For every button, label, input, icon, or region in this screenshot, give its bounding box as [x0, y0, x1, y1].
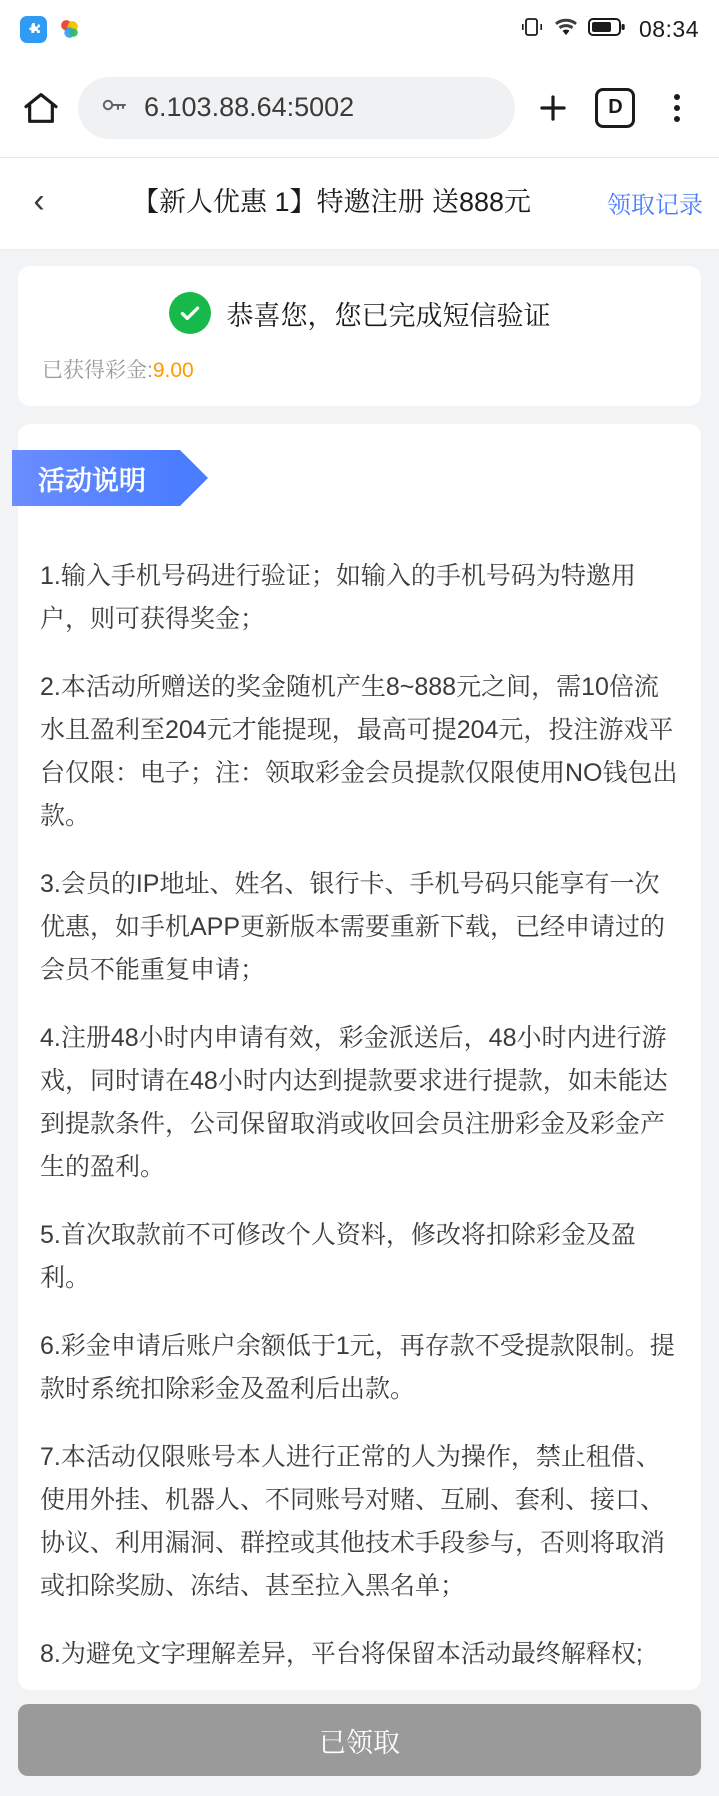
tab-count-label: D [595, 88, 635, 128]
check-circle-icon [169, 292, 211, 334]
claim-button[interactable]: 已领取 [18, 1704, 701, 1776]
home-icon[interactable] [18, 85, 64, 131]
list-item: 2.本活动所赠送的奖金随机产生8~888元之间，需10倍流水且盈利至204元才能提现，最高可提204元，投注游戏平台仅限：电子；注：领取彩金会员提款仅限使用NO钱包出款。 [40, 673, 678, 830]
tab-switcher-button[interactable] [591, 84, 639, 132]
vibrate-icon [520, 15, 544, 44]
award-label: 已获得彩金: [42, 359, 153, 382]
rules-section-title: 活动说明 [12, 450, 180, 506]
list-item: 4.注册48小时内申请有效，彩金派送后，48小时内进行游戏，同时请在48小时内达到提款要求进行提款，如未能达到提款条件，公司保留取消或收回会员注册彩金及彩金产生的盈利。 [40, 1024, 668, 1181]
wifi-icon [553, 16, 579, 43]
bottom-action-bar [0, 1690, 719, 1796]
menu-dots [674, 94, 680, 122]
rules-card [18, 424, 701, 1690]
status-bar-right-icons [520, 15, 699, 44]
status-bar-clock: 08:34 [638, 15, 699, 42]
chevron-left-icon[interactable]: ‹ [33, 181, 45, 220]
app-colorful-icon [56, 16, 83, 43]
page-content [0, 250, 719, 1690]
award-row [42, 354, 677, 384]
list-item: 3.会员的IP地址、姓名、银行卡、手机号码只能享有一次优惠，如手机APP更新版本需要重新下载，已经申请过的会员不能重复申请； [40, 870, 666, 984]
list-item: 5.首次取款前不可修改个人资料，修改将扣除彩金及盈利。 [40, 1221, 636, 1292]
app-puzzle-icon [20, 16, 47, 43]
list-item: 1.输入手机号码进行验证；如输入的手机号码为特邀用户，则可获得奖金； [40, 562, 636, 633]
award-amount: 9.00 [152, 359, 194, 382]
rules-list [18, 516, 701, 1676]
battery-icon [588, 16, 626, 43]
status-bar-left-icons [20, 16, 83, 43]
claim-record-link[interactable]: 领取记录 [607, 192, 703, 219]
success-message: 恭喜您，您已完成短信验证 [226, 300, 551, 331]
page-title: 【新人优惠 1】特邀注册 送888元 [131, 187, 532, 218]
url-text[interactable]: 6.103.88.64:5002 [144, 92, 355, 122]
browser-toolbar [0, 58, 719, 158]
list-item: 7.本活动仅限账号本人进行正常的人为操作，禁止租借、使用外挂、机器人、不同账号对赌、互刷、套利、接口、协议、利用漏洞、群控或其他技术手段参与，否则将取消或扣除奖励、冻结、甚至拉入黑名单； [40, 1443, 666, 1600]
list-item: 8.为避免文字理解差异，平台将保留本活动最终解释权; [40, 1640, 643, 1668]
rules-ribbon-wrap [18, 424, 701, 516]
list-item: 6.彩金申请后账户余额低于1元，再存款不受提款限制。提款时系统扣除彩金及盈利后出款。 [40, 1332, 675, 1403]
page-header [0, 158, 719, 250]
address-bar[interactable] [78, 77, 515, 139]
success-row [42, 292, 677, 334]
verification-status-card [18, 266, 701, 406]
status-bar [0, 0, 719, 58]
site-settings-icon[interactable] [100, 94, 130, 121]
plus-icon[interactable] [529, 84, 577, 132]
overflow-menu-icon[interactable] [653, 84, 701, 132]
